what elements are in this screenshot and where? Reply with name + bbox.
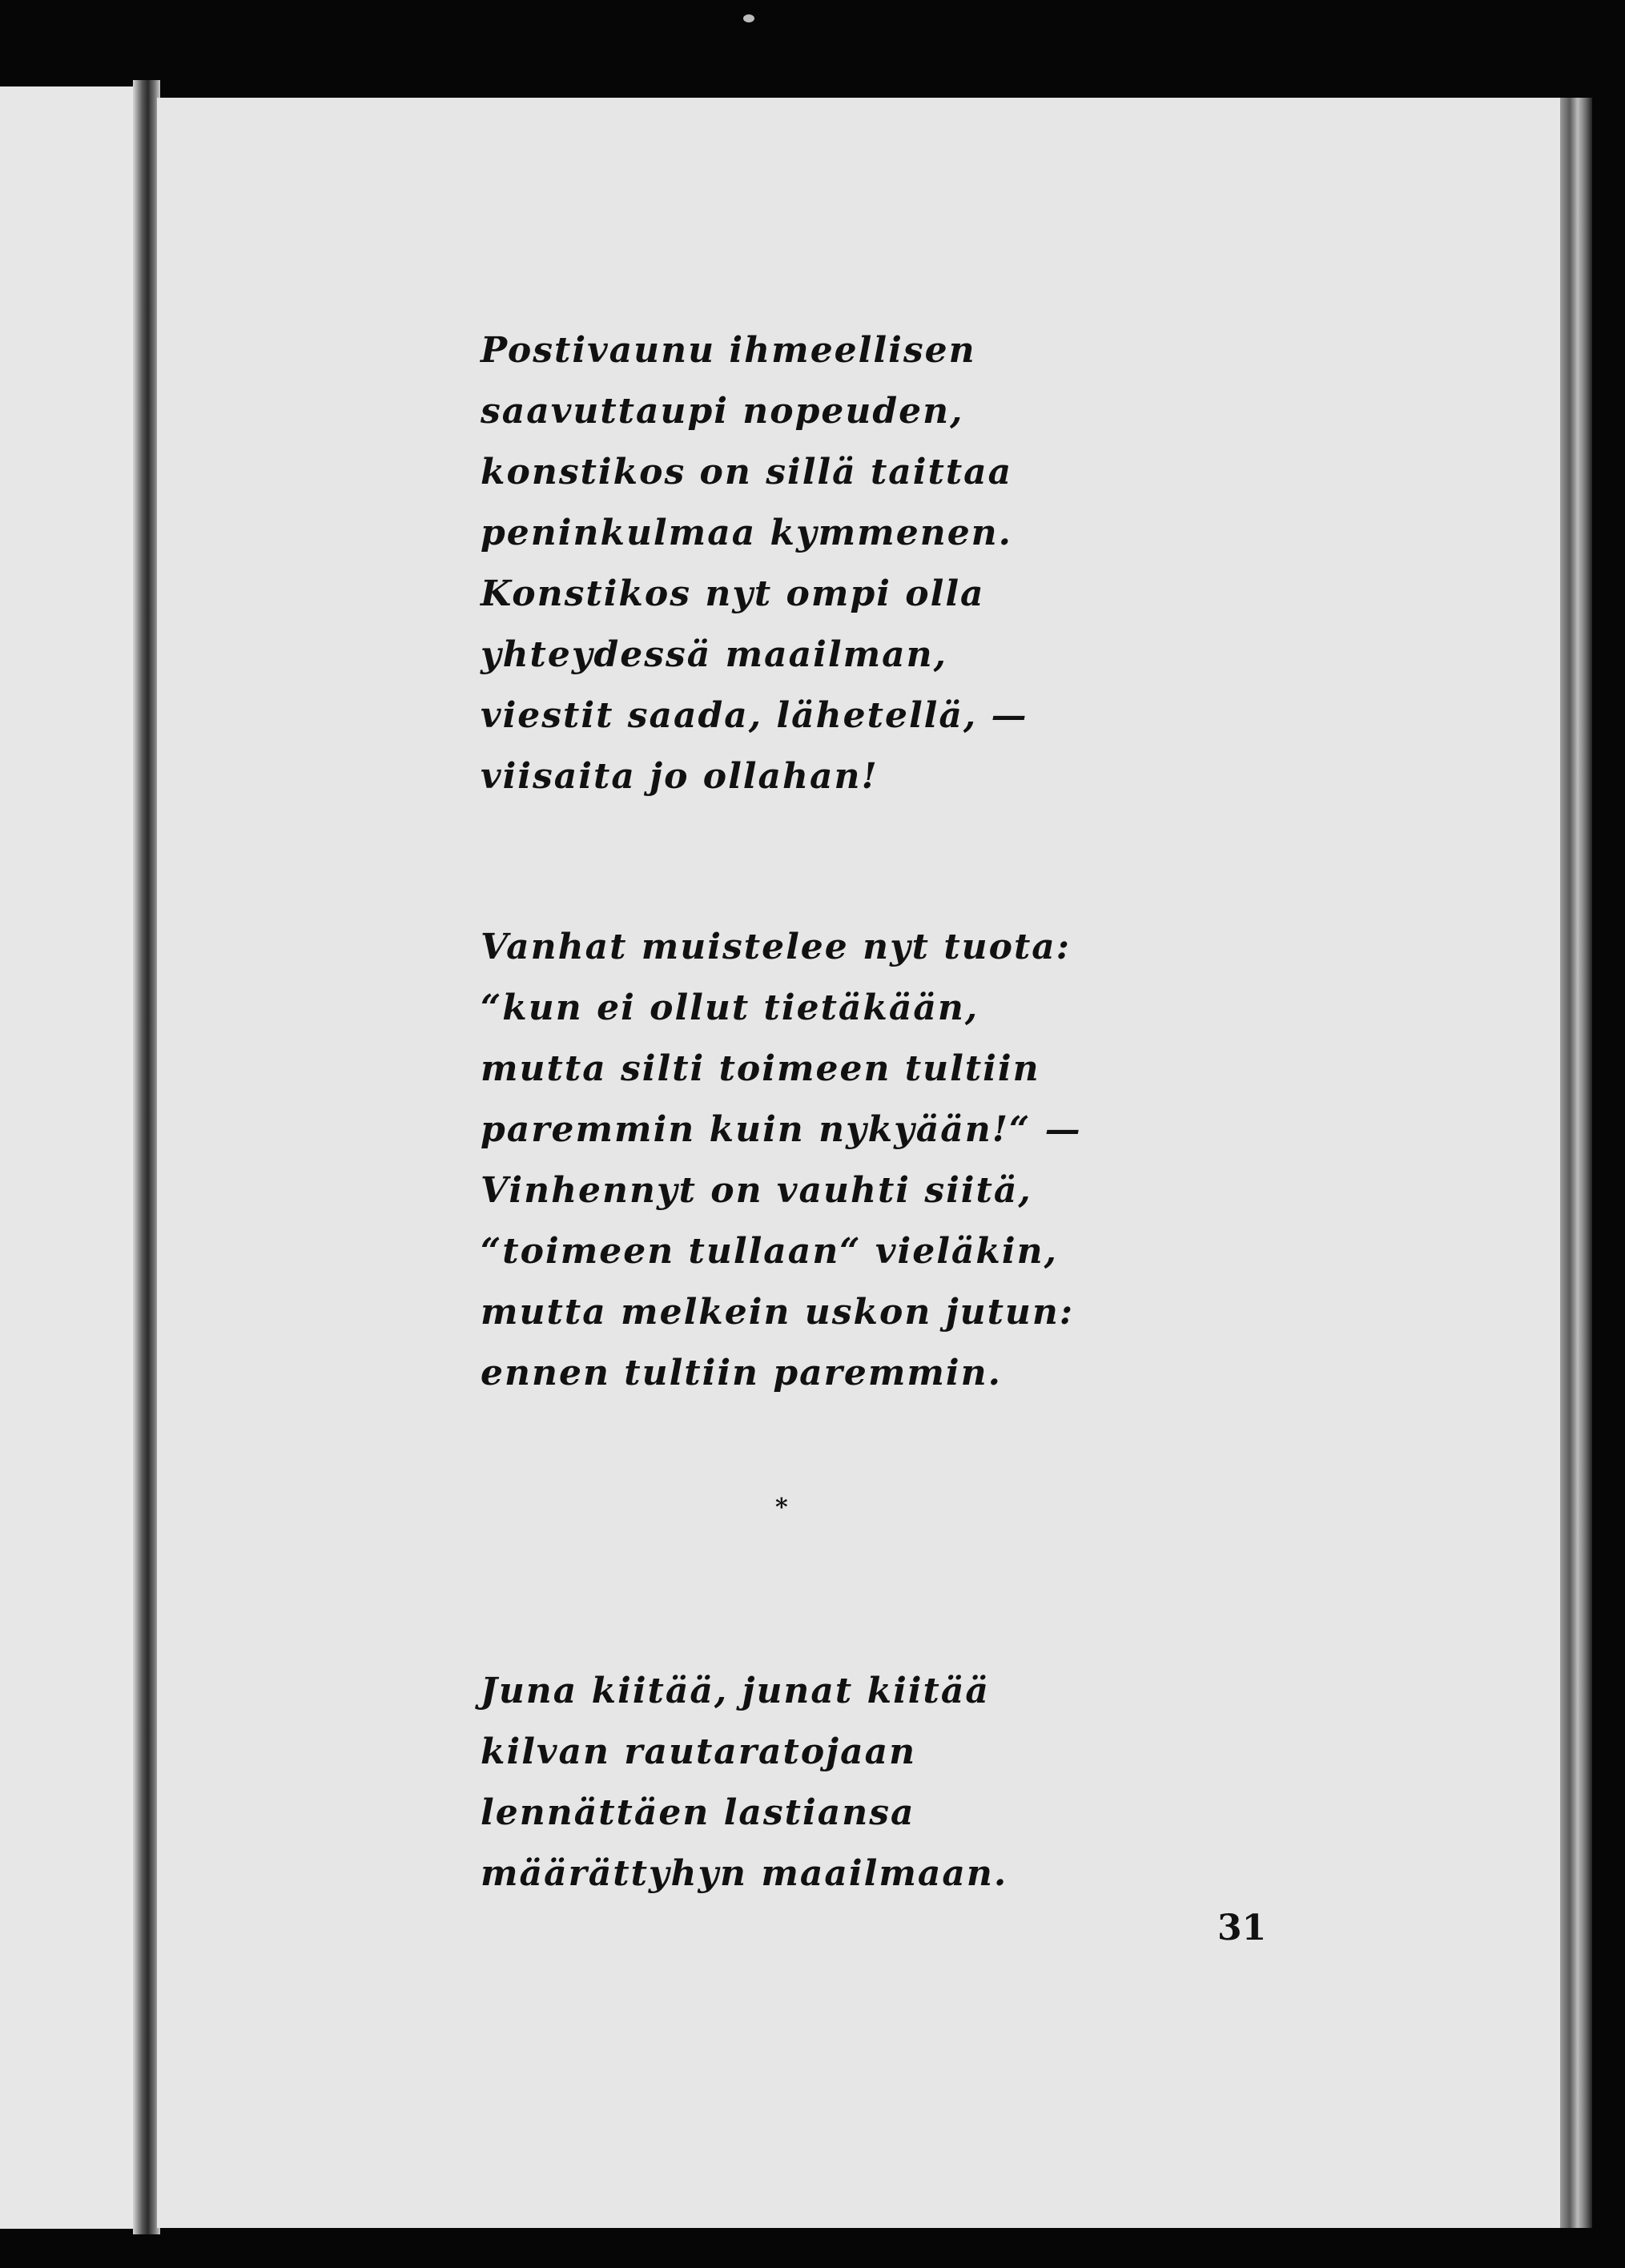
poem-line: Vinhennyt on vauhti siitä, xyxy=(481,1170,1032,1211)
poem-stanza-1 xyxy=(481,320,1028,807)
poem-line: Postivaunu ihmeellisen xyxy=(481,330,976,371)
poem-line: Vanhat muistelee nyt tuota: xyxy=(481,927,1072,967)
poem-line: saavuttaupi nopeuden, xyxy=(481,391,964,432)
poem-line: lennättäen lastiansa xyxy=(481,1792,915,1833)
book-spine xyxy=(133,80,160,2234)
page-number: 31 xyxy=(1217,1908,1267,1948)
left-page-edge xyxy=(0,86,144,2229)
poem-line: määrättyhyn maailmaan. xyxy=(481,1853,1008,1894)
section-ornament: * xyxy=(775,1494,788,1522)
poem-line: konstikos on sillä taittaa xyxy=(481,452,1013,493)
poem-line: mutta melkein uskon jutun: xyxy=(481,1292,1075,1333)
page-edge xyxy=(1560,98,1592,2228)
poem-line: Juna kiitää, junat kiitää xyxy=(481,1671,990,1711)
poem-line: peninkulmaa kymmenen. xyxy=(481,513,1012,553)
poem-line: yhteydessä maailman, xyxy=(481,634,947,675)
poem-line: Konstikos nyt ompi olla xyxy=(481,573,985,614)
poem-line: paremmin kuin nykyään!“ — xyxy=(481,1109,1082,1150)
poem-line: “toimeen tullaan“ vieläkin, xyxy=(481,1231,1058,1272)
poem-stanza-2 xyxy=(481,917,1082,1404)
poem-stanza-3 xyxy=(481,1661,1008,1904)
poem-line: viisaita jo ollahan! xyxy=(481,756,879,797)
poem-line: “kun ei ollut tietäkään, xyxy=(481,987,979,1028)
poem-line: viestit saada, lähetellä, — xyxy=(481,695,1028,736)
poem-line: mutta silti toimeen tultiin xyxy=(481,1048,1040,1089)
poem-line: ennen tultiin paremmin. xyxy=(481,1353,1002,1393)
scan-speck xyxy=(743,14,754,22)
poem-line: kilvan rautaratojaan xyxy=(481,1731,917,1772)
